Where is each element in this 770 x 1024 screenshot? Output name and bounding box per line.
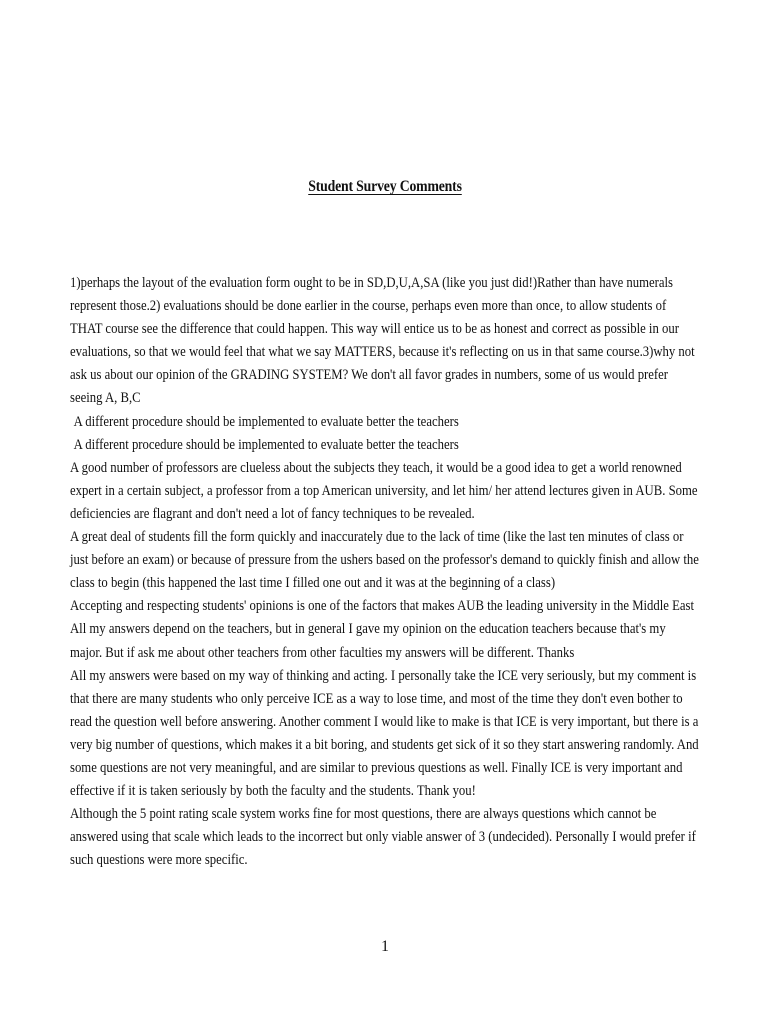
comment-paragraph: A different procedure should be implemented to evaluate better the teachers — [73, 436, 459, 453]
comment-paragraph: A different procedure should be implemented to evaluate better the teachers — [73, 413, 459, 430]
comment-paragraph: 1)perhaps the layout of the evaluation form ought to be in SD,D,U,A,SA (like you just did!)Rather than have numerals represent those.2) evaluations should be done earlier in the course, perhaps even more than once, to allow students of THAT course see the difference that could happen. This way will entice us to be as honest and correct as possible in our evaluations, so that we would feel that what we say MATTERS, because it's reflecting on us in that same course.3)why not ask us about our opinion of the GRADING SYSTEM? We don't all favor grades in numbers, some of us would prefer seeing A, B,C — [70, 275, 695, 407]
comment-paragraph: All my answers were based on my way of thinking and acting. I personally take the ICE very seriously, but my comment is that there are many students who only perceive ICE as a way to lose time, and most of the time they don't even bother to read the question well before answering. Another comment I would like to make is that ICE is very important, but there is a very big number of questions, which makes it a bit boring, and students get sick of it so they start answering randomly. And some questions are not very meaningful, and are similar to previous questions as well. Finally ICE is very important and effective if it is taken seriously by both the faculty and the students. Thank you! — [70, 667, 699, 800]
page-number: 1 — [381, 938, 389, 955]
comment-paragraph: Although the 5 point rating scale system works fine for most questions, there are always questions which cannot be answered using that scale which leads to the incorrect but only viable answer of 3 (undecided). Personally I would prefer if such questions were more specific. — [70, 806, 696, 869]
comment-paragraph: Accepting and respecting students' opinions is one of the factors that makes AUB the leading university in the Middle East — [70, 598, 694, 615]
comment-paragraph: All my answers depend on the teachers, but in general I gave my opinion on the education teachers because that's my major. But if ask me about other teachers from other faculties my answers will be different. Thanks — [70, 621, 666, 661]
comments-body — [70, 272, 701, 872]
page-title: Student Survey Comments — [308, 178, 462, 195]
comment-paragraph: A great deal of students fill the form quickly and inaccurately due to the lack of time (like the last ten minutes of class or just before an exam) or because of pressure from the ushers based on the professor's demand to quickly finish and allow the class to begin (this happened the last time I filled one out and it was at the beginning of a class) — [70, 529, 699, 592]
comment-paragraph: A good number of professors are clueless about the subjects they teach, it would be a good idea to get a world renowned expert in a certain subject, a professor from a top American university, and let him/ her attend lectures given in AUB. Some deficiencies are flagrant and don't need a lot of fancy techniques to be revealed. — [70, 459, 698, 522]
